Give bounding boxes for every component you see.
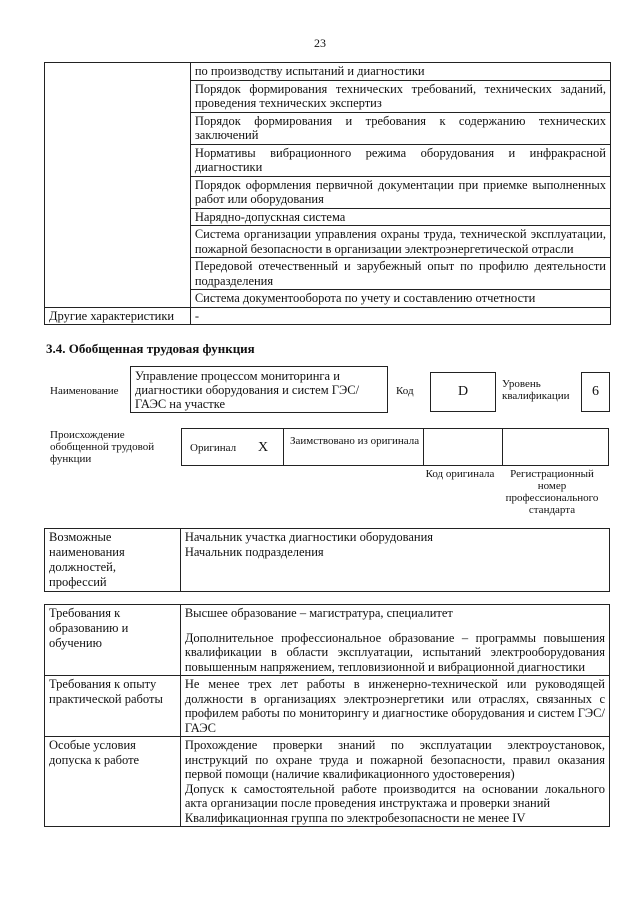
original-label: Оригинал [190,442,237,454]
education-item: Высшее образование – магистратура, специалитет [184,606,453,620]
code-label: Код [396,385,414,397]
positions-label: Возможные наименования должностей, профессий [45,529,181,592]
education-label: Требования к образованию и обучению [45,605,181,676]
knowledge-item: Нормативы вибрационного режима оборудования и инфракрасной диагностики [190,144,610,176]
positions-values [180,529,609,592]
borrowed-label: Заимствовано из оригинала [290,435,420,447]
section-heading: 3.4. Обобщенная трудовая функция [46,341,255,356]
experience-label: Требования к опыту практической работы [45,676,181,737]
special-condition: Квалификационная группа по электробезопасности не менее IV [184,810,526,825]
code-original-caption: Код оригинала [425,468,495,480]
knowledge-item: Передовой отечественный и зарубежный опыт по профилю деятельности подразделения [190,258,610,290]
knowledge-item: Система документооборота по учету и составлению отчетности [190,290,610,308]
education-values [180,605,609,676]
special-conditions-values [180,737,609,827]
position-name: Начальник участка диагностики оборудования [184,530,434,544]
origin-box [181,428,609,466]
position-name: Начальник подразделения [184,545,324,559]
code-value-box: D [430,372,496,412]
special-conditions-label: Особые условия допуска к работе [45,737,181,827]
knowledge-item: Система организации управления охраны труда, технической эксплуатации, пожарной безопасности в организации электроэнергетической отрасли [190,226,610,258]
origin-divider [283,429,284,465]
registration-number-caption: Регистрационный номер профессионального стандарта [505,468,599,516]
knowledge-item: Порядок формирования технических требований, технических заданий, проведения технических экспертиз [190,80,610,112]
other-characteristics-value: - [190,307,610,325]
qualification-level-label: Уровень квалификации [502,378,570,402]
name-label: Наименование [50,385,119,397]
page-number: 23 [314,36,326,50]
origin-divider [423,429,424,465]
knowledge-item: Нарядно-допускная система [190,208,610,226]
education-item: Дополнительное профессиональное образование – программы повышения квалификации в области эксплуатации, испытаний электрооборудования повышенным напряжением, тепловизионной и вибрационной диагностики [184,630,605,674]
function-name-box: Управление процессом мониторинга и диагностики оборудования и систем ГЭС/ГАЭС на участке [130,366,388,413]
knowledge-item: по производству испытаний и диагностики [190,63,610,81]
knowledge-table [44,62,611,325]
origin-label: Происхождение обобщенной трудовой функции [50,429,155,465]
knowledge-label-cell [45,63,191,308]
knowledge-item: Порядок формирования и требования к содержанию технических заключений [190,112,610,144]
experience-value: Не менее трех лет работы в инженерно-технической или руководящей должности в организациях электроэнергетики или отраслях, связанных с профилем работы по мониторингу и диагностике оборудования и систем ГЭС/ГАЭС [180,676,609,737]
special-condition: Прохождение проверки знаний по эксплуатации электроустановок, инструкций по охране труда и пожарной безопасности, правил оказания первой помощи (наличие квалификационного удостоверения) [184,738,605,781]
original-mark: X [258,440,269,455]
positions-table [44,528,610,592]
origin-divider [502,429,503,465]
knowledge-item: Порядок оформления первичной документации при приемке выполненных работ или оборудования [190,176,610,208]
requirements-table [44,604,610,827]
other-characteristics-label: Другие характеристики [45,307,191,325]
special-condition: Допуск к самостоятельной работе производится на основании локального акта организации после проведения инструктажа и проверки знаний [184,781,605,810]
qualification-level-box: 6 [581,372,610,412]
